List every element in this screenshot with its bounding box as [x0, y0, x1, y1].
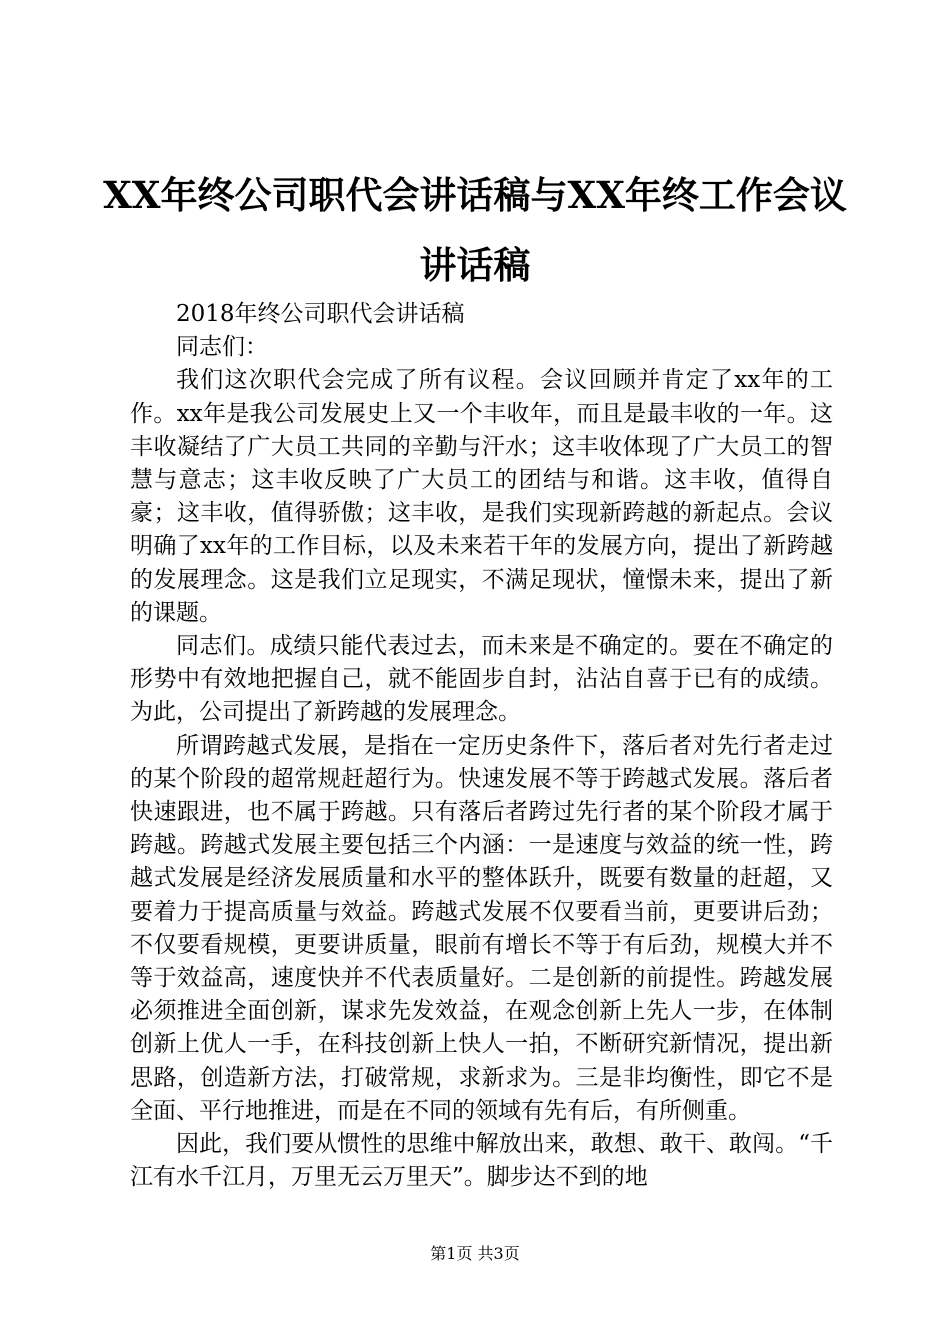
page-footer	[0, 1244, 950, 1264]
document-title	[100, 160, 850, 300]
title-line-2: 讲话稿	[419, 243, 531, 287]
paragraph-1: 我们这次职代会完成了所有议程。会议回顾并肯定了xx年的工作。xx年是我公司发展史上又一个丰收年，而且是最丰收的一年。这丰收凝结了广大员工共同的辛勤与汗水；这丰收体现了广大员工的智慧与意志；这丰收反映了广大员工的团结与和谐。这丰收，值得自豪；这丰收，值得骄傲；这丰收，是我们实现新跨越的新起点。会议明确了xx年的工作目标，以及未来若干年的发展方向，提出了新跨越的发展理念。这是我们立足现实，不满足现状，憧憬未来，提出了新的课题。	[130, 367, 833, 626]
page-number: 第1页 共3页	[430, 1244, 520, 1263]
title-line-1: XX年终公司职代会讲话稿与XX年终工作会议	[103, 173, 847, 217]
paragraph-2: 同志们。成绩只能代表过去，而未来是不确定的。要在不确定的形势中有效地把握自己，就不能固步自封，沾沾自喜于已有的成绩。为此，公司提出了新跨越的发展理念。	[130, 633, 833, 726]
paragraph-4: 因此，我们要从惯性的思维中解放出来，敢想、敢干、敢闯。“千江有水千江月，万里无云万里天”。脚步达不到的地	[130, 1131, 833, 1191]
paragraph-3: 所谓跨越式发展，是指在一定历史条件下，落后者对先行者走过的某个阶段的超常规赶超行为。快速发展不等于跨越式发展。落后者快速跟进，也不属于跨越。只有落后者跨过先行者的某个阶段才属于跨越。跨越式发展主要包括三个内涵：一是速度与效益的统一性，跨越式发展是经济发展质量和水平的整体跃升，既要有数量的赶超，又要着力于提高质量与效益。跨越式发展不仅要看当前，更要讲后劲；不仅要看规模，更要讲质量，眼前有增长不等于有后劲，规模大并不等于效益高，速度快并不代表质量好。二是创新的前提性。跨越发展必须推进全面创新，谋求先发效益，在观念创新上先人一步，在体制创新上优人一手，在科技创新上快人一拍，不断研究新情况，提出新思路，创造新方法，打破常规，求新求为。三是非均衡性，即它不是全面、平行地推进，而是在不同的领域有先有后，有所侧重。	[130, 732, 833, 1124]
document-body	[130, 298, 833, 1194]
salutation: 同志们：	[176, 334, 268, 361]
subtitle: 2018年终公司职代会讲话稿	[176, 301, 465, 327]
